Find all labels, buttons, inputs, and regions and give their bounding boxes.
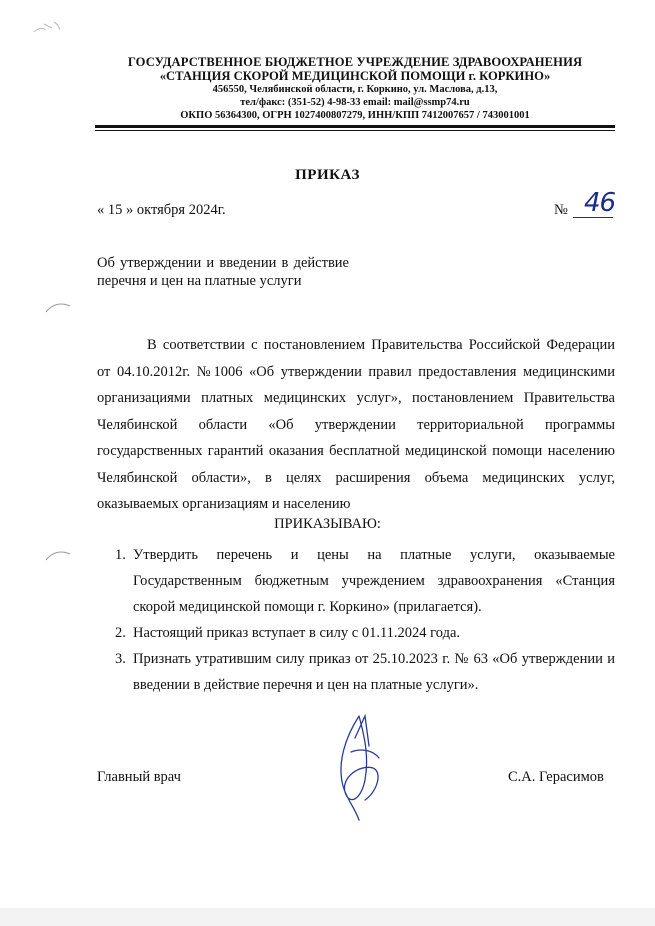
scan-artifact-mark <box>30 18 70 38</box>
order-item <box>97 620 615 646</box>
order-item <box>97 646 615 698</box>
handwritten-number: 46 <box>584 188 616 218</box>
document-subject: Об утверждении и введении в действие перечня и цен на платные услуги <box>97 255 349 289</box>
number-underline <box>573 217 613 218</box>
order-items-list <box>97 542 615 698</box>
organization-short-name: «СТАНЦИЯ СКОРОЙ МЕДИЦИНСКОЙ ПОМОЩИ г. КОРКИНО» <box>159 69 551 83</box>
scan-bottom-edge <box>0 908 655 926</box>
organization-letterhead <box>95 55 615 122</box>
handwritten-signature <box>325 708 395 828</box>
order-heading: ПРИКАЗЫВАЮ: <box>274 516 381 532</box>
item-text: Утвердить перечень и цены на платные услуги, оказываемые Государственным бюджетным учреждением здравоохранения «Станция скорой медицинской помощи г. Коркино» (прилагается). <box>133 547 615 615</box>
item-text: Настоящий приказ вступает в силу с 01.11.2024 года. <box>133 625 461 641</box>
document-title: ПРИКАЗ <box>295 167 360 183</box>
document-number <box>554 190 624 220</box>
punch-hole-mark <box>44 300 72 314</box>
number-sign: № <box>554 202 568 218</box>
item-number: 3. <box>115 651 126 667</box>
organization-contacts: тел/факс: (351-52) 4-98-33 email: mail@ssmp74.ru <box>240 97 470 108</box>
letterhead-divider-thick <box>95 125 615 128</box>
item-number: 2. <box>115 625 126 641</box>
signatory-title: Главный врач <box>97 769 181 785</box>
organization-address: 456550, Челябинской области, г. Коркино, ул. Маслова, д.13, <box>212 84 498 95</box>
item-number: 1. <box>115 547 126 563</box>
punch-hole-mark <box>44 548 72 562</box>
letterhead-divider-thin <box>95 130 615 131</box>
preamble-paragraph: В соответствии с постановлением Правительства Российской Федерации от 04.10.2012г. №1006 «Об утверждении правил предоставления медицинскими организациями платных медицинских услуг», постановлением Правительства Челябинской области «Об утверждении территориальной программы государственных гарантий оказания бесплатной медицинской помощи населению Челябинской области», в целях расширения объема медицинских услуг, оказываемых организациям и населению <box>97 337 615 512</box>
item-text: Признать утратившим силу приказ от 25.10.2023 г. № 63 «Об утверждении и введении в действие перечня и цен на платные услуги». <box>133 651 615 693</box>
document-date: « 15 » октября 2024г. <box>97 202 226 218</box>
order-item <box>97 542 615 620</box>
organization-registration-codes: ОКПО 56364300, ОГРН 1027400807279, ИНН/КПП 7412007657 / 743001001 <box>180 110 530 121</box>
signatory-name: С.А. Герасимов <box>508 769 604 785</box>
organization-name: ГОСУДАРСТВЕННОЕ БЮДЖЕТНОЕ УЧРЕЖДЕНИЕ ЗДРАВООХРАНЕНИЯ <box>127 55 583 69</box>
